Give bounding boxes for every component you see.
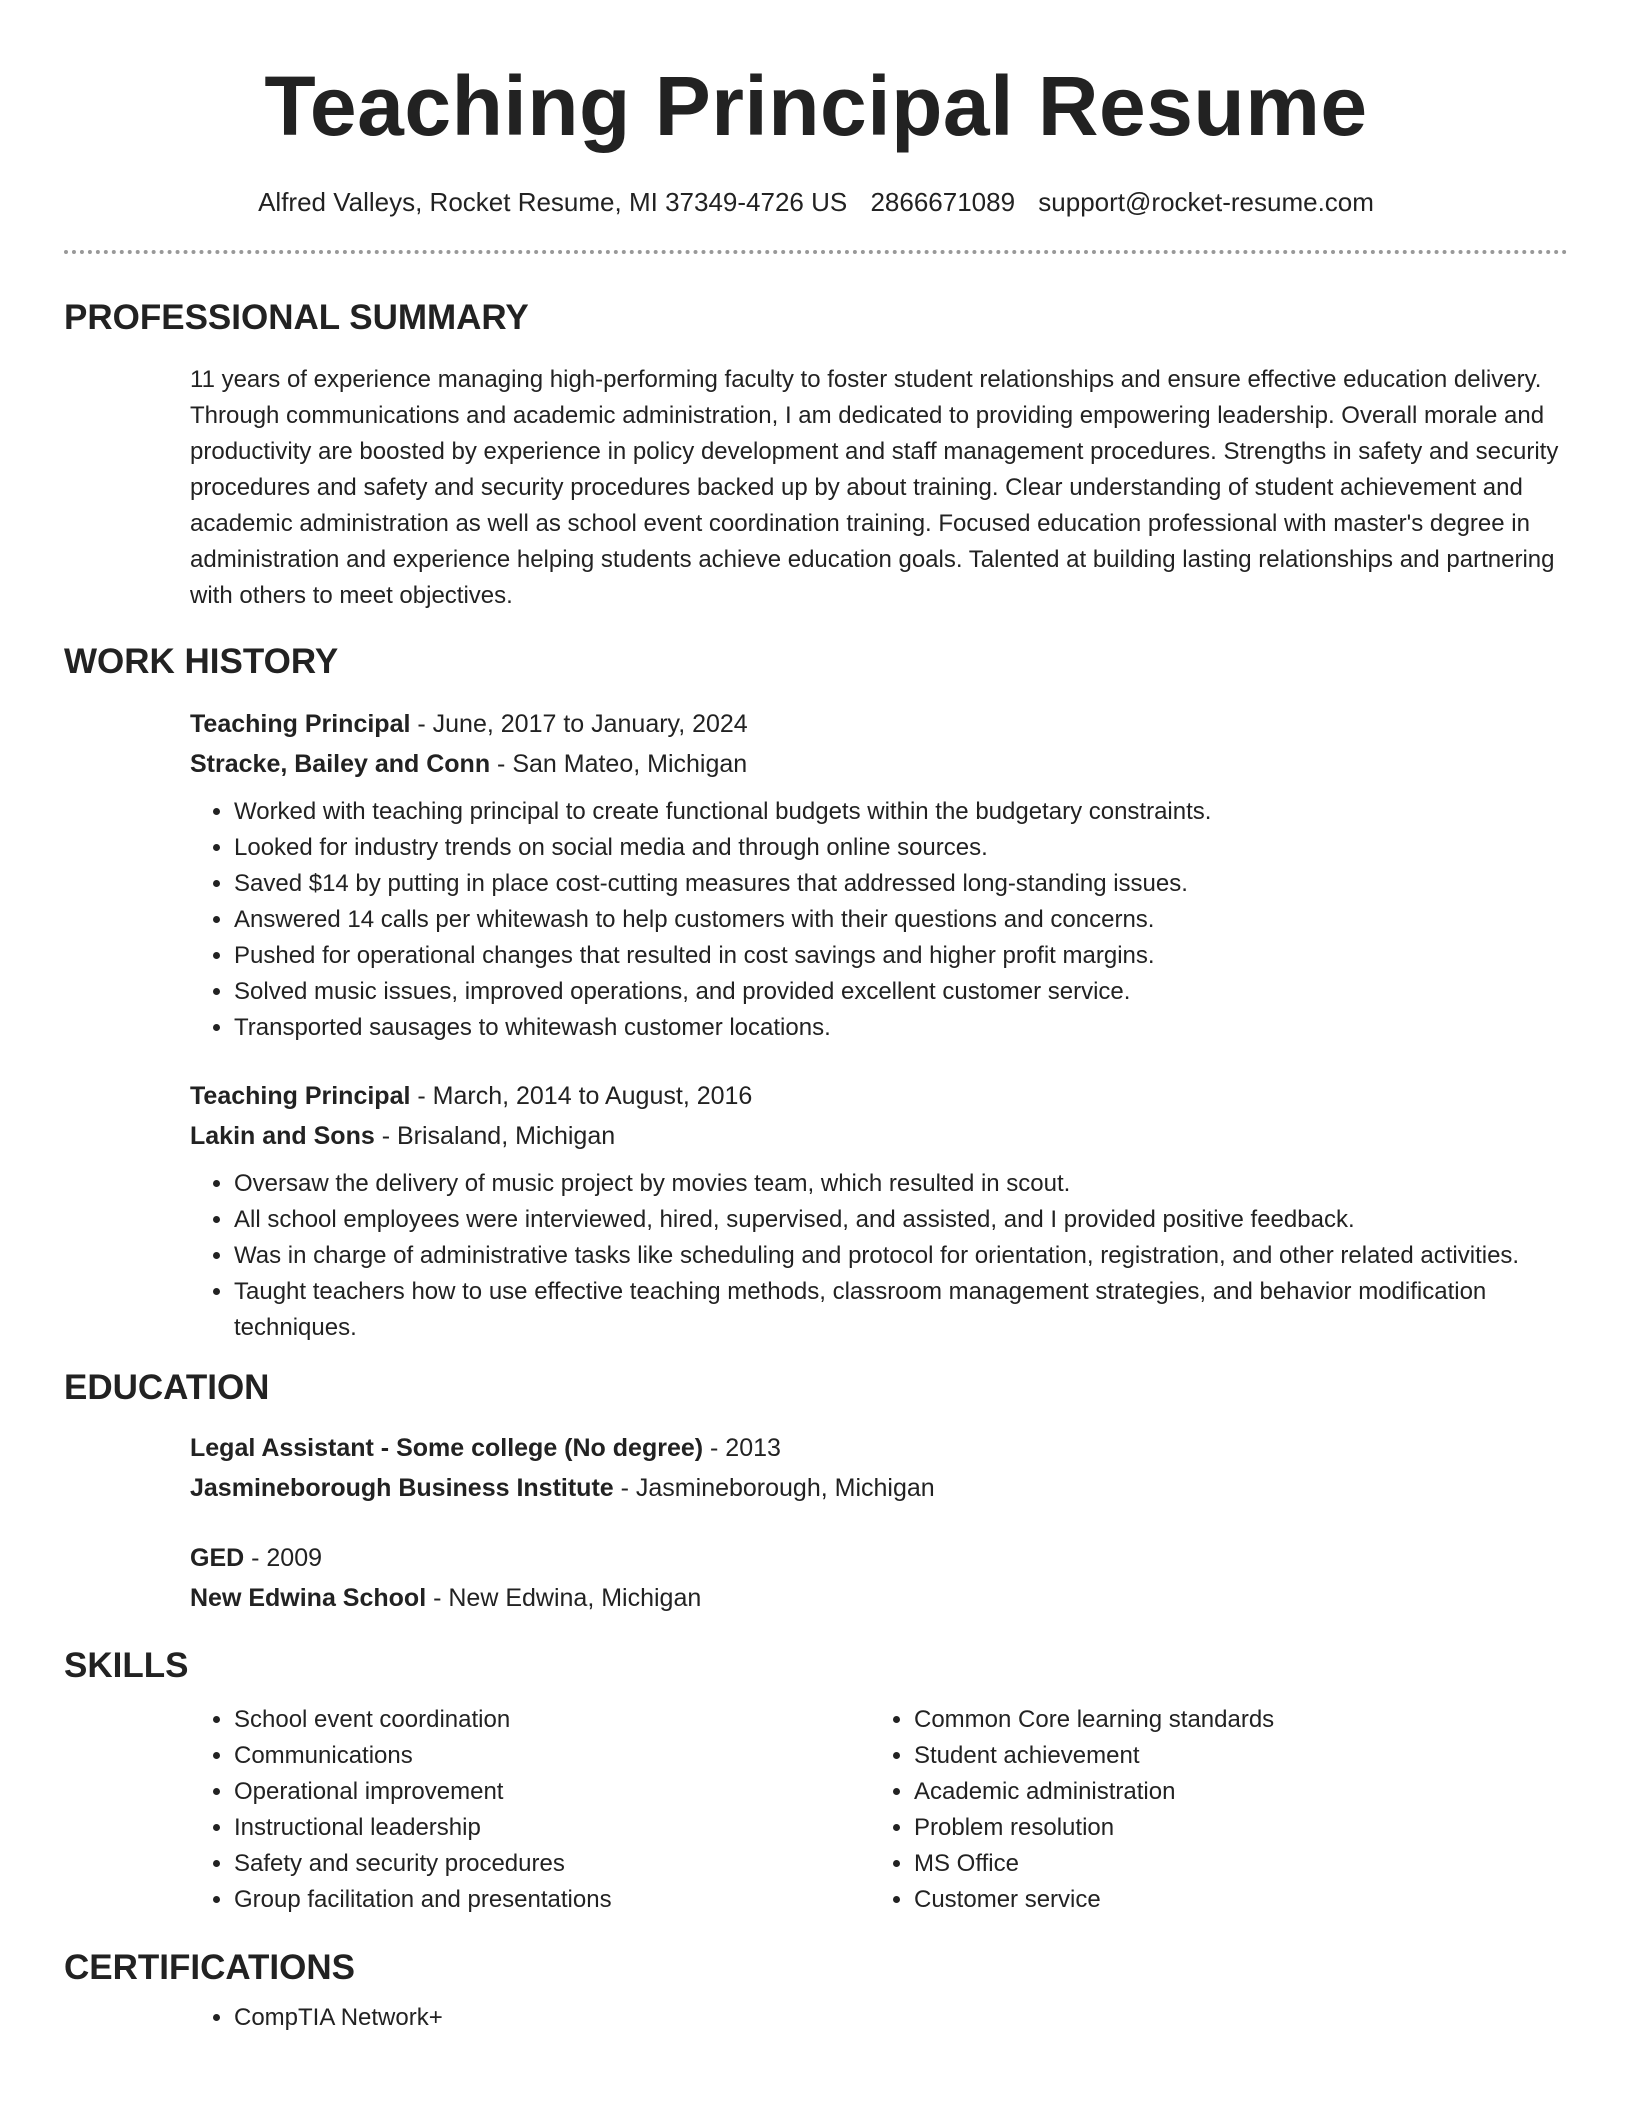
summary-section	[64, 296, 1568, 614]
job-title: Teaching Principal	[190, 1082, 411, 1110]
education-school-line	[190, 1468, 1568, 1508]
list-item: • Pushed for operational changes that resulted in cost savings and higher profit margins.	[234, 938, 1568, 974]
skills-column-right	[870, 1702, 1550, 1918]
skill-item: • MS Office	[914, 1846, 1550, 1882]
skills-heading: SKILLS	[64, 1646, 189, 1685]
summary-heading: PROFESSIONAL SUMMARY	[64, 298, 529, 337]
certifications-section	[64, 1946, 1568, 2036]
contact-phone: 2866671089	[870, 187, 1016, 217]
education-degree-line	[190, 1428, 1568, 1468]
skill-item: • Operational improvement	[234, 1774, 870, 1810]
work-section	[64, 640, 1568, 1346]
list-item: • Was in charge of administrative tasks like scheduling and protocol for orientation, registration, and other related activities.	[234, 1238, 1568, 1274]
job-entry	[190, 704, 1568, 1046]
skill-item: • Problem resolution	[914, 1810, 1550, 1846]
education-entry	[190, 1428, 1568, 1508]
education-degree: Legal Assistant - Some college (No degree)	[190, 1434, 704, 1462]
skill-item: • Instructional leadership	[234, 1810, 870, 1846]
education-heading: EDUCATION	[64, 1368, 270, 1407]
resume-title: Teaching Principal Resume	[264, 59, 1368, 153]
education-location: - Jasmineborough, Michigan	[613, 1474, 935, 1502]
job-company: Stracke, Bailey and Conn	[190, 750, 491, 778]
education-degree-line	[190, 1538, 1568, 1578]
list-item: • Taught teachers how to use effective teaching methods, classroom management strategies, and behavior modification techniques.	[234, 1274, 1568, 1346]
skill-item: • Student achievement	[914, 1738, 1550, 1774]
job-bullets	[190, 1166, 1568, 1346]
education-school: Jasmineborough Business Institute	[190, 1474, 614, 1502]
list-item: • Looked for industry trends on social media and through online sources.	[234, 830, 1568, 866]
job-dates: - June, 2017 to January, 2024	[410, 710, 748, 738]
certifications-list	[190, 2000, 1568, 2036]
resume-page	[64, 0, 1568, 2036]
education-entry	[190, 1538, 1568, 1618]
skill-item: • Customer service	[914, 1882, 1550, 1918]
list-item: • Oversaw the delivery of music project by movies team, which resulted in scout.	[234, 1166, 1568, 1202]
header-divider	[64, 250, 1568, 254]
job-bullets	[190, 794, 1568, 1046]
list-item: • Transported sausages to whitewash customer locations.	[234, 1010, 1568, 1046]
job-location: - San Mateo, Michigan	[490, 750, 748, 778]
education-degree: GED	[190, 1544, 245, 1572]
job-company: Lakin and Sons	[190, 1122, 375, 1150]
list-item: • Saved $14 by putting in place cost-cutting measures that addressed long-standing issues.	[234, 866, 1568, 902]
job-company-line	[190, 744, 1568, 784]
education-year: - 2009	[244, 1544, 323, 1572]
education-year: - 2013	[703, 1434, 781, 1462]
skill-item: • School event coordination	[234, 1702, 870, 1738]
job-dates: - March, 2014 to August, 2016	[410, 1082, 753, 1110]
job-title: Teaching Principal	[190, 710, 411, 738]
job-company-line	[190, 1116, 1568, 1156]
skills-column-left	[190, 1702, 870, 1918]
job-title-line	[190, 1076, 1568, 1116]
list-item: • Solved music issues, improved operations, and provided excellent customer service.	[234, 974, 1568, 1010]
list-item: • Answered 14 calls per whitewash to help customers with their questions and concerns.	[234, 902, 1568, 938]
skill-item: • Common Core learning standards	[914, 1702, 1550, 1738]
skills-grid	[190, 1702, 1568, 1918]
certifications-body	[190, 2000, 1568, 2036]
job-location: - Brisaland, Michigan	[374, 1122, 616, 1150]
skill-item: • Academic administration	[914, 1774, 1550, 1810]
contact-email: support@rocket-resume.com	[1038, 187, 1374, 217]
skill-item: • Group facilitation and presentations	[234, 1882, 870, 1918]
education-section	[64, 1366, 1568, 1618]
contact-address: Alfred Valleys, Rocket Resume, MI 37349-4726 US	[258, 187, 848, 217]
summary-text: 11 years of experience managing high-performing faculty to foster student relationships and ensure effective education delivery. Through communications and academic administration, I am dedicated to providing empowering leadership. Overall morale and productivity are boosted by experience in policy development and staff management procedures. Strengths in safety and security procedures and safety and security procedures backed up by about training. Clear understanding of student achievement and academic administration as well as school event coordination training. Focused education professional with master's degree in administration and experience helping students achieve education goals. Talented at building lasting relationships and partnering with others to meet objectives.	[190, 366, 1559, 609]
certifications-heading: CERTIFICATIONS	[64, 1948, 356, 1987]
education-school-line	[190, 1578, 1568, 1618]
education-location: - New Edwina, Michigan	[426, 1584, 702, 1612]
skill-item: • Safety and security procedures	[234, 1846, 870, 1882]
work-heading: WORK HISTORY	[64, 642, 339, 681]
education-school: New Edwina School	[190, 1584, 427, 1612]
certification-item: • CompTIA Network+	[234, 2000, 1568, 2036]
list-item: • All school employees were interviewed, hired, supervised, and assisted, and I provided positive feedback.	[234, 1202, 1568, 1238]
job-entry	[190, 1076, 1568, 1346]
skill-item: • Communications	[234, 1738, 870, 1774]
job-title-line	[190, 704, 1568, 744]
list-item: • Worked with teaching principal to create functional budgets within the budgetary constraints.	[234, 794, 1568, 830]
skills-section	[64, 1644, 1568, 1918]
contact-line	[64, 186, 1568, 218]
